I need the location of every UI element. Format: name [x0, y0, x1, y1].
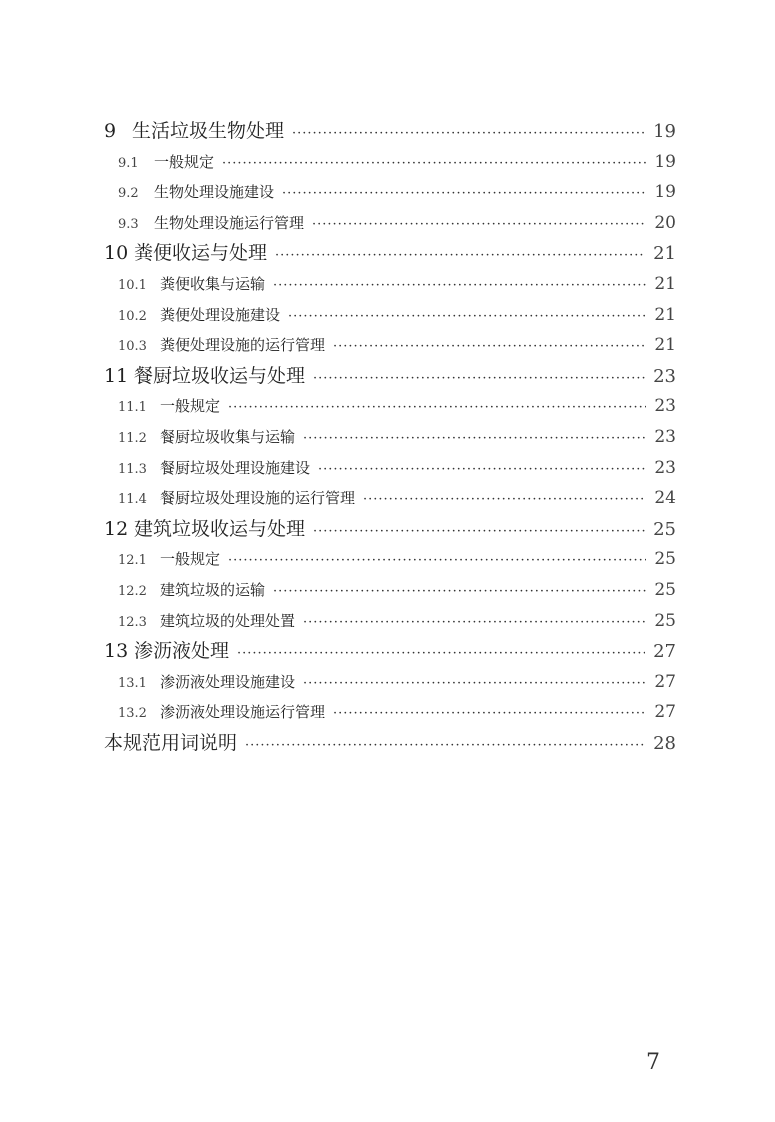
toc-section-row[interactable]: [104, 300, 676, 331]
toc-section-title: 粪便处理设施建设: [160, 305, 281, 324]
toc-dot-leader: [228, 546, 646, 577]
toc-page-number: 27: [654, 702, 676, 723]
toc-section-number: 11.4: [118, 492, 147, 508]
toc-section-row[interactable]: [104, 697, 676, 728]
toc-page-number: 25: [654, 610, 676, 631]
toc-chapter-row[interactable]: [104, 636, 676, 667]
toc-section-row[interactable]: [104, 483, 676, 514]
toc-dot-leader: [273, 271, 646, 302]
toc-dot-leader: [318, 455, 646, 486]
toc-section-number: 11.2: [118, 430, 147, 446]
toc-section-title: 一般规定: [160, 397, 221, 416]
toc-chapter-title: 本规范用词说明: [104, 731, 238, 754]
toc-chapter-number: 13: [104, 640, 129, 663]
toc-dot-leader: [313, 364, 645, 395]
toc-chapter-row[interactable]: [104, 238, 676, 269]
toc-dot-leader: [237, 639, 645, 670]
toc-section-number: 13.2: [118, 706, 147, 722]
toc-page-number: 25: [653, 518, 676, 540]
toc-dot-leader: [333, 699, 646, 730]
toc-section-row[interactable]: [104, 269, 676, 300]
toc-page-number: 20: [654, 212, 676, 233]
toc-chapter-number: 12: [104, 517, 129, 540]
toc-chapter-title: 粪便收运与处理: [134, 242, 268, 265]
toc-dot-leader: [292, 119, 645, 150]
toc-dot-leader: [303, 608, 646, 639]
toc-dot-leader: [363, 485, 646, 516]
toc-page-number: 27: [654, 671, 676, 692]
toc-chapter-row[interactable]: [104, 361, 676, 392]
toc-chapter-title: 渗沥液处理: [134, 640, 230, 663]
toc-chapter-number: 10: [104, 242, 129, 265]
toc-section-number: 13.1: [118, 675, 147, 691]
toc-page-number: 23: [654, 396, 676, 417]
toc-dot-leader: [303, 424, 646, 455]
toc-dot-leader: [333, 332, 646, 363]
toc-section-title: 生物处理设施建设: [154, 183, 275, 202]
toc-appendix-row[interactable]: [104, 728, 676, 759]
toc-page-number: 19: [654, 182, 676, 203]
toc-section-row[interactable]: [104, 391, 676, 422]
toc-section-title: 建筑垃圾的处理处置: [160, 611, 296, 630]
toc-section-title: 粪便处理设施的运行管理: [160, 336, 326, 355]
toc-section-number: 12.1: [118, 553, 147, 569]
toc-section-number: 10.3: [118, 339, 147, 355]
toc-section-row[interactable]: [104, 208, 676, 239]
toc-section-number: 9.1: [118, 155, 139, 171]
toc-dot-leader: [313, 517, 645, 548]
toc-section-title: 粪便收集与运输: [160, 274, 266, 293]
toc-chapter-title: 生活垃圾生物处理: [132, 120, 285, 142]
toc-dot-leader: [275, 241, 645, 272]
toc-chapter-number: 9: [104, 120, 117, 142]
toc-section-title: 建筑垃圾的运输: [160, 580, 266, 599]
toc-page-number: 24: [654, 488, 676, 509]
toc-dot-leader: [222, 149, 646, 180]
toc-section-title: 餐厨垃圾处理设施建设: [160, 458, 311, 477]
toc-section-title: 渗沥液处理设施运行管理: [160, 703, 326, 722]
toc-section-title: 渗沥液处理设施建设: [160, 672, 296, 691]
toc-dot-leader: [312, 210, 646, 241]
toc-section-row[interactable]: [104, 544, 676, 575]
toc-dot-leader: [228, 393, 646, 424]
toc-dot-leader: [282, 179, 646, 210]
toc-section-row[interactable]: [104, 575, 676, 606]
toc-section-number: 9.2: [118, 186, 139, 202]
toc-page-number: 25: [654, 579, 676, 600]
toc-page-number: 23: [654, 457, 676, 478]
toc-section-row[interactable]: [104, 667, 676, 698]
toc-section-row[interactable]: [104, 147, 676, 178]
toc-dot-leader: [273, 577, 646, 608]
toc-dot-leader: [303, 669, 646, 700]
toc-dot-leader: [245, 731, 645, 762]
toc-dot-leader: [288, 302, 646, 333]
toc-page-number: 21: [654, 273, 676, 294]
toc-page-number: 25: [654, 549, 676, 570]
toc-section-row[interactable]: [104, 606, 676, 637]
toc-section-number: 11.3: [118, 461, 147, 477]
toc-page-number: 19: [653, 121, 676, 142]
toc-chapter-row[interactable]: [104, 116, 676, 147]
toc-chapter-title: 餐厨垃圾收运与处理: [134, 364, 306, 387]
toc-section-title: 餐厨垃圾处理设施的运行管理: [160, 489, 356, 508]
toc-page-number: 21: [654, 335, 676, 356]
toc-section-title: 餐厨垃圾收集与运输: [160, 427, 296, 446]
toc-page-number: 23: [653, 365, 676, 387]
toc-page-number: 21: [654, 304, 676, 325]
table-of-contents: [104, 116, 676, 758]
toc-section-row[interactable]: [104, 422, 676, 453]
toc-page-number: 19: [654, 151, 676, 172]
toc-chapter-row[interactable]: [104, 514, 676, 545]
toc-section-title: 一般规定: [154, 152, 215, 171]
toc-page-number: 28: [653, 732, 676, 754]
toc-section-number: 12.3: [118, 614, 147, 630]
toc-section-title: 生物处理设施运行管理: [154, 213, 305, 232]
toc-section-row[interactable]: [104, 453, 676, 484]
toc-section-number: 12.2: [118, 583, 147, 599]
toc-section-row[interactable]: [104, 330, 676, 361]
toc-chapter-title: 建筑垃圾收运与处理: [134, 517, 306, 540]
toc-section-number: 10.1: [118, 277, 147, 293]
toc-section-title: 一般规定: [160, 550, 221, 569]
toc-page-number: 27: [653, 641, 676, 663]
toc-section-number: 9.3: [118, 216, 139, 232]
page-number: 7: [646, 1050, 660, 1075]
toc-chapter-number: 11: [104, 364, 129, 387]
toc-section-row[interactable]: [104, 177, 676, 208]
toc-page-number: 21: [653, 243, 676, 265]
toc-page-number: 23: [654, 426, 676, 447]
toc-section-number: 11.1: [118, 400, 147, 416]
toc-section-number: 10.2: [118, 308, 147, 324]
